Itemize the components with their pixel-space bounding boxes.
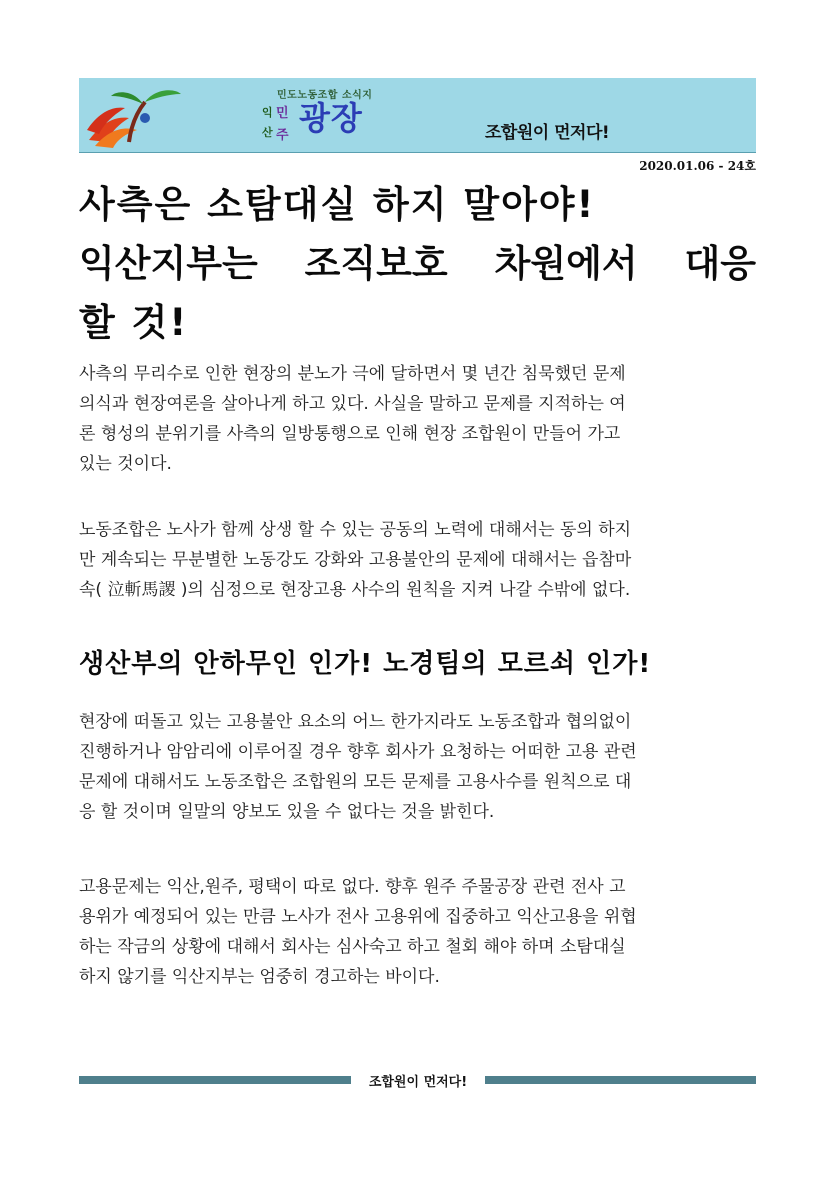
issue-dateline: 2020.01.06 - 24호 — [639, 159, 756, 173]
paragraph-line: 의식과 현장여론을 살아나게 하고 있다. 사실을 말하고 문제를 지적하는 여 — [79, 394, 626, 414]
masthead-vertical-label — [262, 102, 294, 148]
headline-word: 익산지부는 — [79, 242, 258, 285]
section-subheading: 생산부의 안하무인 인가! 노경팀의 모르쇠 인가! — [79, 649, 652, 679]
headline-word: 대응 — [684, 242, 756, 285]
footer-rule-left — [79, 1076, 351, 1084]
masthead-slogan: 조합원이 먼저다! — [485, 123, 610, 143]
org-name-small: 민도노동조합 소식지 — [277, 90, 373, 101]
body-paragraph-4 — [79, 872, 756, 992]
paragraph-line: 만 계속되는 무분별한 노동강도 강화와 고용불안의 문제에 대해서는 읍참마 — [79, 550, 632, 570]
masthead-char: 주 — [276, 128, 289, 143]
paragraph-line: 론 형성의 분위기를 사측의 일방통행으로 인해 현장 조합원이 만들어 가고 — [79, 424, 621, 444]
paragraph-line: 현장에 떠돌고 있는 고용불안 요소의 어느 한가지라도 노동조합과 협의없이 — [79, 712, 632, 732]
body-paragraph-3 — [79, 707, 756, 827]
headline-line-2 — [79, 242, 756, 285]
body-paragraph-1 — [79, 359, 756, 479]
paragraph-line: 고용문제는 익산,원주, 평택이 따로 없다. 향후 원주 주물공장 관련 전사 고 — [79, 877, 626, 897]
masthead-char: 산 — [262, 126, 273, 139]
body-paragraph-2 — [79, 515, 756, 605]
union-leaf-logo — [85, 82, 185, 148]
masthead-title: 광장 — [299, 99, 363, 137]
paragraph-line: 진행하거나 암암리에 이루어질 경우 향후 회사가 요청하는 어떠한 고용 관련 — [79, 742, 637, 762]
footer-slogan: 조합원이 먼저다! — [368, 1075, 468, 1090]
paragraph-line: 문제에 대해서도 노동조합은 조합원의 모든 문제를 고용사수를 원칙으로 대 — [79, 772, 632, 792]
paragraph-line: 하지 않기를 익산지부는 엄중히 경고하는 바이다. — [79, 967, 440, 987]
paragraph-line: 사측의 무리수로 인한 현장의 분노가 극에 달하면서 몇 년간 침묵했던 문제 — [79, 364, 626, 384]
headline-word: 차원에서 — [494, 242, 638, 285]
headline-word: 조직보호 — [304, 242, 448, 285]
paragraph-line: 하는 작금의 상황에 대해서 회사는 심사숙고 하고 철회 해야 하며 소탐대실 — [79, 937, 626, 957]
paragraph-line: 용위가 예정되어 있는 만큼 노사가 전사 고용위에 집중하고 익산고용을 위협 — [79, 907, 637, 927]
paragraph-line: 있는 것이다. — [79, 454, 172, 474]
footer-rule-right — [485, 1076, 756, 1084]
masthead-banner — [79, 78, 756, 153]
paragraph-line: 속( 泣斬馬謖 )의 심정으로 현장고용 사수의 원칙을 지켜 나갈 수밖에 없다. — [79, 580, 631, 600]
paragraph-line: 노동조합은 노사가 함께 상생 할 수 있는 공동의 노력에 대해서는 동의 하지 — [79, 520, 632, 540]
masthead-char: 익 — [262, 106, 273, 119]
masthead-char: 민 — [276, 106, 289, 121]
headline-line-1: 사측은 소탐대실 하지 말아야! — [79, 183, 596, 226]
headline-line-3: 할 것! — [79, 301, 189, 344]
paragraph-line: 응 할 것이며 일말의 양보도 있을 수 없다는 것을 밝힌다. — [79, 802, 495, 822]
